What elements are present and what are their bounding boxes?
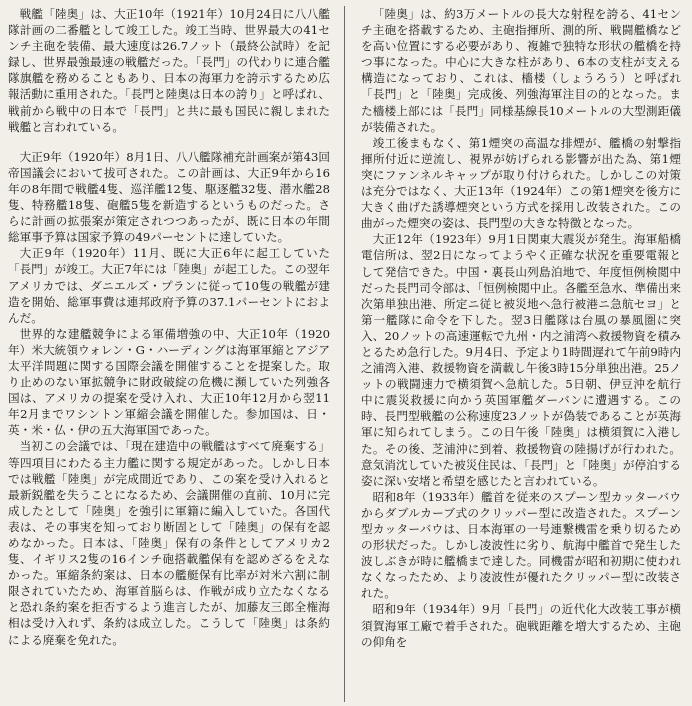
column-divider: [344, 6, 345, 702]
paragraph: 「陸奥」は、約3万メートルの長大な射程を誇る、41センチ主砲を搭載するため、主砲指揮所、測的所、戦闘艦橋などを高い位置にする必要があり、複雑で独特な形状の艦橋を持つ事になった。中心に大きな柱があり、6本の支柱が支える構造になっており、これは、檣楼（しょうろう）と呼ばれ「長門」と「陸奥」完成後、列強海軍注目の的となった。また檣楼上部には「長門」同様基線長10メートルの大型測距儀が装備された。: [361, 7, 681, 134]
right-column: [351, 6, 681, 702]
paragraph: 戦艦「陸奥」は、大正10年（1921年）10月24日に八八艦隊計画の二番艦として竣工した。竣工当時、世界最大の41センチ主砲を装備、最大速度は26.7ノット（最終公試時）を記録し、世界最強最速の戦艦だった。「長門」の代わりに連合艦隊旗艦を務めることもあり、日本の海軍力を誇示するため広報活動に重用された。「長門と陸奥は日本の誇り」と呼ばれ、戦前から戦中の日本で「長門」と共に最も国民に親しまれた戦艦と言われている。: [8, 7, 330, 134]
paragraph: 竣工後まもなく、第1煙突の高温な排煙が、艦橋の射撃指揮所付近に逆流し、視界が妨げられる影響が出た為、第1煙突にファンネルキャップが取り付けられた。しかしこの対策は充分ではなく、大正13年（1924年）この第1煙突を後方に大きく曲げた誘導煙突という方式を採用し改装された。この曲がった煙突の姿は、長門型の大きな特徴となった。: [361, 135, 681, 231]
paragraph: 世界的な建艦競争による軍備増強の中、大正10年（1920年）米大統領ウォレン・G・ハーディングは海軍軍縮とアジア太平洋問題に関する国際会議を開催することを提案した。取り止めのない軍拡競争に財政破綻の危機に瀕していた列強各国は、アメリカの提案を受け入れ、大正10年12月から翌11年2月までワシントン軍縮会議を開催した。参加国は、日・英・米・仏・伊の五大海軍国であった。: [8, 326, 330, 438]
paragraph: 昭和9年（1934年）9月「長門」の近代化大改装工事が横須賀海軍工廠で着手された。砲戦距離を増大するため、主砲の仰角を: [361, 602, 681, 649]
paragraph: 当初この会議では、「現在建造中の戦艦はすべて廃棄する」等四項目にわたる主力艦に関する規定があった。しかし日本では戦艦「陸奥」が完成間近であり、この案を受け入れると最新鋭艦を失うことになるため、会議開催の直前、10月に完成したとして「陸奥」を強引に軍籍に編入していた。各国代表は、その事実を知っており断固として「陸奥」の保有を認めなかった。日本は、「陸奥」保有の条件としてアメリカ2隻、イギリス2隻の16インチ砲搭載艦保有を認めざるをえなかった。軍縮条約案は、日本の艦艇保有比率が対米六割に制限されていたため、海軍首脳らは、作戦が成り立たなくなると恐れ条約案を拒否するよう進言したが、加藤友三郎全権海相は受け入れず、条約は成立した。こうして「陸奥」は条約による廃棄を免れた。: [8, 439, 330, 647]
paragraph: 大正9年（1920年）11月、既に大正6年に起工していた「長門」が竣工。大正7年には「陸奥」が起工した。この翌年アメリカでは、ダニエルズ・プランに従って10隻の戦艦が建造を開始、総軍事費は連邦政府予算の37.1パーセントにおよんだ。: [8, 246, 330, 325]
paragraph: 昭和8年（1933年）艦首を従来のスプーン型カッターバウからダブルカーブ式のクリッパー型に改造された。スプーン型カッターバウは、日本海軍の一号連繋機雷を乗り切るための形状だった。しかし凌波性に劣り、航海中艦首で発生した波しぶきが時に艦橋まで達した。同機雷が昭和初期に使われなくなったため、より凌波性が優れたクリッパー型に改装された。: [361, 489, 681, 601]
paragraph: 大正9年（1920年）8月1日、八八艦隊補充計画案が第43回帝国議会において拔可された。この計画は、大正9年から16年の8年間で戦艦4隻、巡洋艦12隻、駆逐艦32隻、潜水艦28隻、特務艦18隻、砲艦5隻を新造するというものだった。さらに計画の拡張案が策定されつつあったが、既に日本の年間総軍事予算は国家予算の49パーセントに達していた。: [8, 149, 330, 245]
left-column: [8, 6, 338, 702]
paragraph: 大正12年（1923年）9月1日関東大震災が発生。海軍船橋電信所は、翌2日になってようやく正確な状況を重要電報として発信できた。中国・裏長山列島泊地で、年度恒例検閲中だった長門司令部は、「恒例検閲中止。各艦至急水、準備出来次第単独出港、所定ニ従ヒ被災地ヘ急行被港ニ急航セヨ」と第一艦隊に命令を下した。翌3日艦隊は台風の暴風圏に突入、20ノットの高速運転で九州・内之浦湾へ救援物資を積みとるため急行した。9月4日、予定より1時間遅れて午前9時内之浦湾入港、救援物資を満載し午後3時15分単独出港。25ノットの戦闘速力で横須賀へ急航した。5日朝、伊豆沖を航行中に震災救援に向かう英国軍艦ダーバンに遭遇する。この時、長門型戦艦の公称速度23ノットが偽装であることが英海軍に知られてしまう。この日午後「陸奥」は横須賀に入港した。その後、芝浦沖に到着、救援物資の陸揚げが行われた。意気消沈していた被災住民は、「長門」と「陸奥」が停泊する姿に深い安堵と希望を感じたと言われている。: [361, 232, 681, 488]
